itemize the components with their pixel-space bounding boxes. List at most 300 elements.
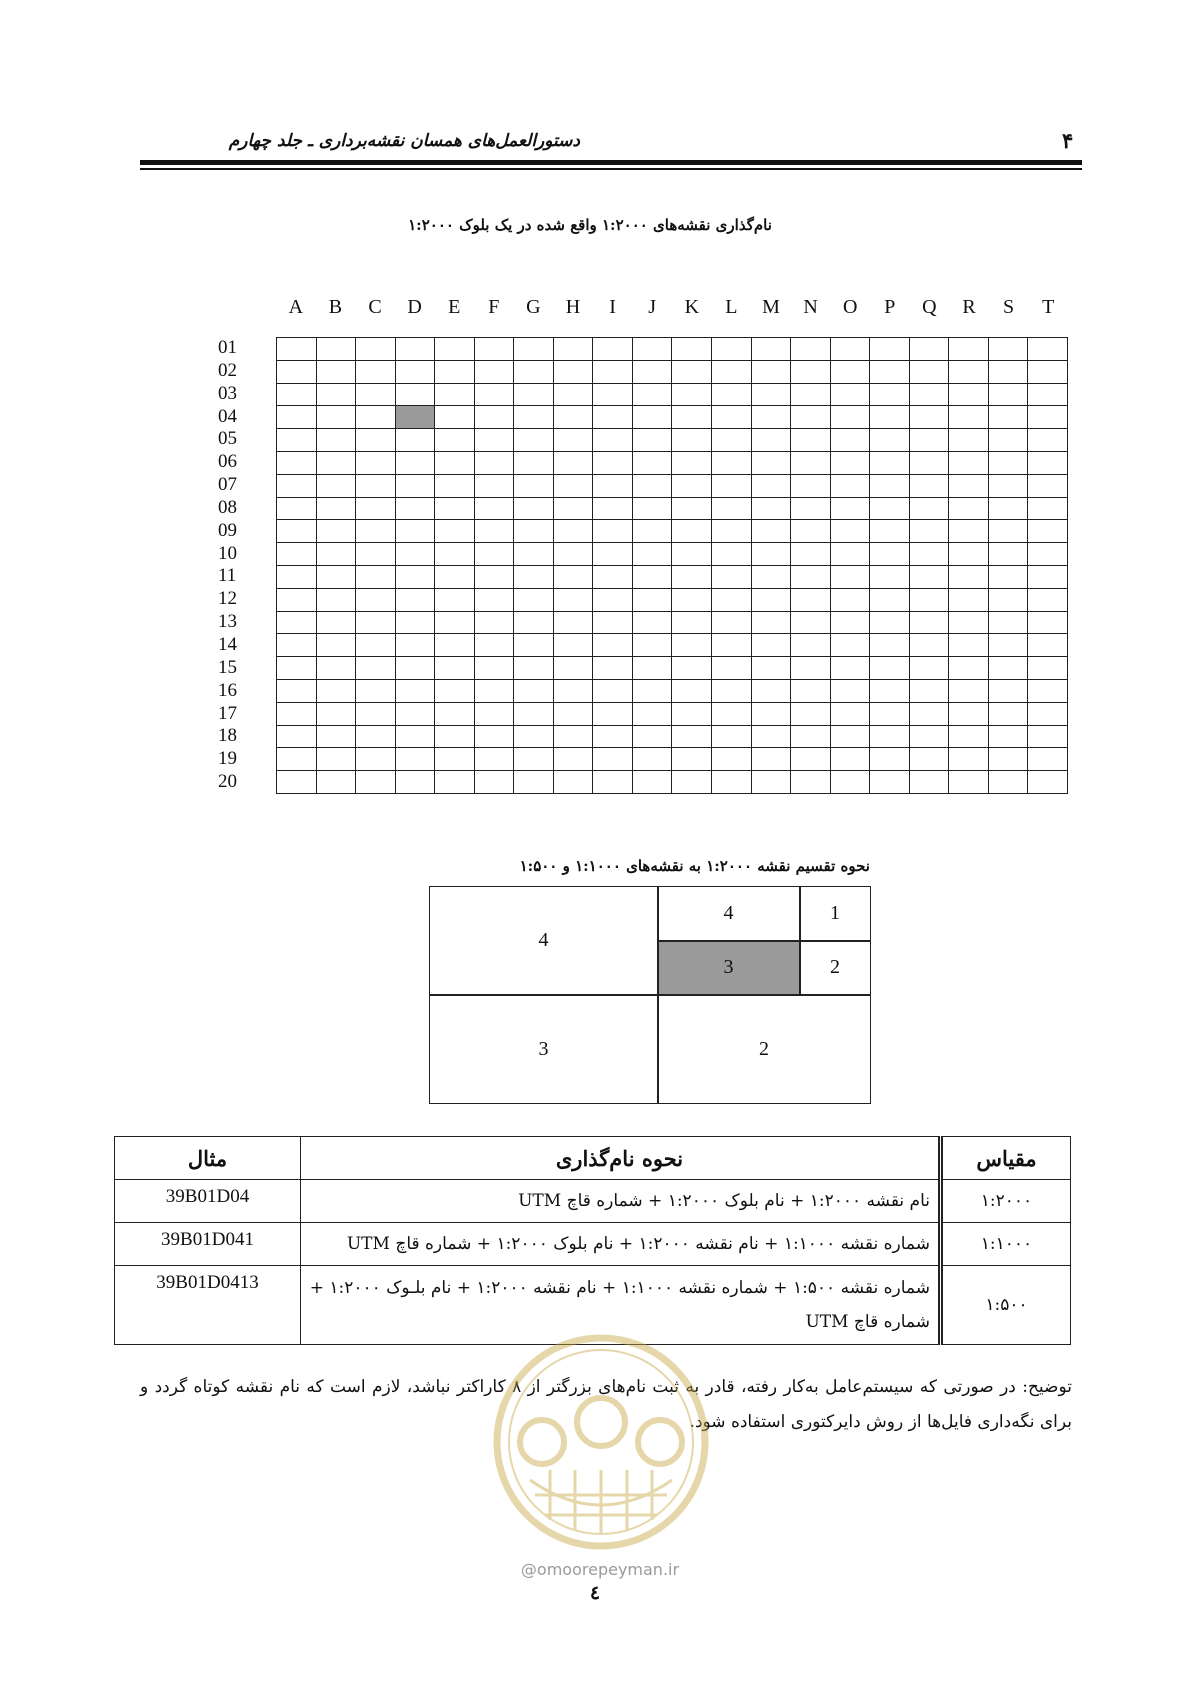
grid-cell bbox=[712, 634, 752, 657]
grid-column-label: D bbox=[407, 296, 422, 318]
grid-column-label: G bbox=[526, 296, 541, 318]
grid-cell bbox=[316, 406, 356, 429]
grid-cell bbox=[435, 520, 475, 543]
grid-cell bbox=[316, 497, 356, 520]
grid-cell bbox=[909, 679, 949, 702]
grid-cell bbox=[632, 474, 672, 497]
grid-cell bbox=[395, 771, 435, 794]
grid-cell bbox=[988, 543, 1028, 566]
grid-cell bbox=[712, 611, 752, 634]
grid-cell bbox=[712, 565, 752, 588]
grid-cell bbox=[909, 565, 949, 588]
grid-cell bbox=[514, 565, 554, 588]
grid-cell bbox=[474, 702, 514, 725]
grid-cell bbox=[988, 565, 1028, 588]
grid-cell bbox=[593, 520, 633, 543]
grid-cell bbox=[909, 520, 949, 543]
grid-cell bbox=[514, 338, 554, 361]
grid-cell bbox=[632, 565, 672, 588]
grid-cell bbox=[553, 565, 593, 588]
grid-cell bbox=[791, 611, 831, 634]
grid-row-label: 17 bbox=[218, 702, 237, 724]
grid-cell bbox=[830, 406, 870, 429]
grid-cell bbox=[395, 725, 435, 748]
page-number-top: ۴ bbox=[1062, 128, 1074, 153]
grid-cell bbox=[277, 679, 317, 702]
grid-column-label: L bbox=[725, 296, 738, 318]
grid-cell bbox=[593, 406, 633, 429]
grid-cell bbox=[988, 338, 1028, 361]
grid-cell bbox=[435, 543, 475, 566]
grid-cell bbox=[751, 634, 791, 657]
grid-cell bbox=[712, 451, 752, 474]
grid-cell bbox=[672, 725, 712, 748]
grid-cell bbox=[870, 702, 910, 725]
grid-cell bbox=[356, 360, 396, 383]
division-cell-big-bottom-right: 2 bbox=[759, 1037, 769, 1060]
grid-cell bbox=[593, 451, 633, 474]
grid-cell bbox=[514, 451, 554, 474]
division-cell-small-top-left: 4 bbox=[723, 902, 734, 924]
grid-cell bbox=[988, 406, 1028, 429]
grid-cell bbox=[870, 725, 910, 748]
grid-cell bbox=[830, 429, 870, 452]
grid-row bbox=[277, 451, 1068, 474]
grid-row bbox=[277, 360, 1068, 383]
grid-row-label: 20 bbox=[218, 771, 237, 793]
grid-cell bbox=[435, 338, 475, 361]
grid-cell bbox=[316, 565, 356, 588]
grid-cell bbox=[672, 338, 712, 361]
grid-cell bbox=[474, 520, 514, 543]
grid-cell bbox=[830, 702, 870, 725]
grid-cell bbox=[909, 360, 949, 383]
grid-cell bbox=[870, 543, 910, 566]
grid-cell bbox=[1028, 725, 1068, 748]
grid-cell bbox=[632, 588, 672, 611]
grid-cell bbox=[909, 611, 949, 634]
grid-cell bbox=[474, 497, 514, 520]
grid-cell bbox=[514, 679, 554, 702]
grid-cell bbox=[553, 474, 593, 497]
grid-row bbox=[277, 634, 1068, 657]
grid-cell bbox=[830, 771, 870, 794]
grid-cell bbox=[553, 771, 593, 794]
grid-cell bbox=[474, 565, 514, 588]
grid-column-label: T bbox=[1042, 296, 1055, 318]
grid-cell bbox=[593, 338, 633, 361]
grid-cell bbox=[1028, 497, 1068, 520]
grid-cell bbox=[949, 748, 989, 771]
grid-column-label: B bbox=[328, 296, 343, 318]
grid-row-label: 06 bbox=[218, 451, 237, 473]
grid-cell bbox=[553, 702, 593, 725]
grid-cell bbox=[870, 360, 910, 383]
grid-column-label: N bbox=[803, 296, 818, 318]
grid-column-label: R bbox=[962, 296, 976, 318]
grid-cell bbox=[356, 565, 396, 588]
grid-cell bbox=[356, 725, 396, 748]
grid-cell bbox=[435, 611, 475, 634]
grid-cell bbox=[1028, 383, 1068, 406]
grid-cell bbox=[751, 497, 791, 520]
grid-cell bbox=[870, 383, 910, 406]
grid-cell bbox=[909, 588, 949, 611]
grid-column-label: Q bbox=[922, 296, 937, 318]
grid-cell bbox=[949, 611, 989, 634]
grid-cell bbox=[672, 679, 712, 702]
grid-cell bbox=[1028, 679, 1068, 702]
grid-cell bbox=[632, 725, 672, 748]
grid-cell bbox=[632, 451, 672, 474]
grid-cell bbox=[632, 520, 672, 543]
grid-cell bbox=[316, 451, 356, 474]
grid-cell bbox=[870, 611, 910, 634]
grid-cell bbox=[988, 702, 1028, 725]
grid-row bbox=[277, 748, 1068, 771]
grid-cell bbox=[712, 520, 752, 543]
grid-cell bbox=[1028, 429, 1068, 452]
grid-cell bbox=[395, 565, 435, 588]
grid-cell bbox=[870, 520, 910, 543]
grid-cell bbox=[830, 497, 870, 520]
grid-cell bbox=[553, 748, 593, 771]
grid-cell bbox=[435, 406, 475, 429]
grid-cell bbox=[988, 383, 1028, 406]
grid-cell bbox=[712, 429, 752, 452]
grid-cell bbox=[712, 474, 752, 497]
grid-cell bbox=[553, 634, 593, 657]
grid-cell bbox=[751, 748, 791, 771]
grid-column-label: A bbox=[288, 296, 304, 318]
grid-cell bbox=[712, 497, 752, 520]
running-title: دستورالعمل‌های همسان نقشه‌برداری ـ جلد چهارم bbox=[228, 131, 580, 151]
grid-cell bbox=[277, 383, 317, 406]
grid-cell bbox=[277, 497, 317, 520]
grid-cell bbox=[356, 611, 396, 634]
grid-cell bbox=[751, 520, 791, 543]
grid-row-label: 05 bbox=[218, 428, 237, 450]
header-example: مثال bbox=[115, 1137, 301, 1180]
grid-cell bbox=[988, 611, 1028, 634]
grid-cell bbox=[909, 383, 949, 406]
grid-column-label: O bbox=[842, 296, 858, 318]
grid-cell bbox=[553, 520, 593, 543]
grid-cell bbox=[474, 406, 514, 429]
grid-cell bbox=[435, 360, 475, 383]
grid-cell bbox=[553, 543, 593, 566]
grid-cell bbox=[356, 657, 396, 680]
grid-cell bbox=[791, 451, 831, 474]
grid-cell bbox=[791, 383, 831, 406]
grid-cell bbox=[474, 588, 514, 611]
grid-column-label: P bbox=[884, 296, 896, 318]
grid-cell bbox=[514, 543, 554, 566]
grid-cell bbox=[277, 748, 317, 771]
grid-cell bbox=[909, 748, 949, 771]
grid-cell bbox=[593, 657, 633, 680]
grid-column-label: S bbox=[1003, 296, 1015, 318]
method-cell: شماره نقشه ۱:۱۰۰۰ + نام نقشه ۱:۲۰۰۰ + نام بلوک ۱:۲۰۰۰ + شماره قاچ UTM bbox=[301, 1223, 941, 1266]
grid-cell bbox=[593, 383, 633, 406]
grid-cell bbox=[751, 565, 791, 588]
grid-cell bbox=[909, 406, 949, 429]
grid-cell bbox=[751, 657, 791, 680]
grid-row bbox=[277, 565, 1068, 588]
grid-cell bbox=[1028, 406, 1068, 429]
grid-cell bbox=[712, 702, 752, 725]
grid-row bbox=[277, 383, 1068, 406]
grid-cell bbox=[1028, 588, 1068, 611]
grid-cell bbox=[316, 611, 356, 634]
grid-cell bbox=[830, 338, 870, 361]
grid-cell bbox=[593, 360, 633, 383]
grid-cell bbox=[949, 702, 989, 725]
grid-cell bbox=[751, 383, 791, 406]
grid-cell bbox=[870, 451, 910, 474]
grid-cell bbox=[553, 429, 593, 452]
grid-cell bbox=[514, 429, 554, 452]
grid-cell bbox=[553, 725, 593, 748]
grid-cell bbox=[474, 634, 514, 657]
grid-cell bbox=[672, 360, 712, 383]
grid-row-label: 04 bbox=[218, 405, 237, 427]
note-text: توضیح: در صورتی که سیستم‌عامل به‌کار رفته، قادر به ثبت نام‌های بزرگتر از ۸ کاراکتر نباشد، لازم است که نام نقشه کوتاه گردد و برای نگه‌داری فایل‌ها از روش دایرکتوری استفاده شود. bbox=[140, 1377, 1072, 1432]
table-row bbox=[115, 1180, 1071, 1223]
grid-cell bbox=[474, 429, 514, 452]
grid-cell bbox=[949, 588, 989, 611]
method-cell: نام نقشه ۱:۲۰۰۰ + نام بلوک ۱:۲۰۰۰ + شماره قاچ UTM bbox=[301, 1180, 941, 1223]
grid-cell bbox=[791, 679, 831, 702]
grid-cell bbox=[316, 543, 356, 566]
header-method: نحوه نام‌گذاری bbox=[301, 1137, 941, 1180]
grid-cell bbox=[356, 383, 396, 406]
grid-cell bbox=[435, 634, 475, 657]
scale-cell: ۱:۵۰۰ bbox=[941, 1266, 1071, 1345]
grid-cell bbox=[1028, 702, 1068, 725]
grid-cell bbox=[949, 657, 989, 680]
grid-cell bbox=[870, 748, 910, 771]
grid-cell bbox=[988, 429, 1028, 452]
grid-cell bbox=[356, 588, 396, 611]
grid-row bbox=[277, 474, 1068, 497]
grid-cell bbox=[632, 406, 672, 429]
grid-cell bbox=[672, 520, 712, 543]
grid-cell bbox=[751, 771, 791, 794]
grid-cell bbox=[751, 702, 791, 725]
grid-cell bbox=[277, 588, 317, 611]
grid-cell bbox=[593, 771, 633, 794]
grid-cell bbox=[395, 338, 435, 361]
grid-column-labels bbox=[276, 296, 1068, 322]
grid-row-label: 09 bbox=[218, 519, 237, 541]
grid-cell bbox=[514, 520, 554, 543]
grid-cell bbox=[672, 383, 712, 406]
header-rule-thick bbox=[140, 160, 1082, 165]
grid-cell bbox=[988, 497, 1028, 520]
grid-cell bbox=[909, 657, 949, 680]
grid-column-label: C bbox=[368, 296, 382, 318]
grid-cell bbox=[435, 748, 475, 771]
grid-cell bbox=[1028, 474, 1068, 497]
grid-cell bbox=[791, 520, 831, 543]
grid-cell bbox=[395, 520, 435, 543]
grid-cell bbox=[949, 634, 989, 657]
grid-cell bbox=[356, 679, 396, 702]
grid-cell bbox=[791, 725, 831, 748]
grid-cell bbox=[277, 338, 317, 361]
grid-cell bbox=[949, 383, 989, 406]
grid-cell bbox=[791, 543, 831, 566]
grid-row-label: 07 bbox=[218, 474, 237, 496]
grid-cell bbox=[553, 451, 593, 474]
grid-row-label: 18 bbox=[218, 725, 237, 747]
grid-cell bbox=[751, 429, 791, 452]
grid-cell bbox=[553, 611, 593, 634]
grid-cell bbox=[672, 611, 712, 634]
table-row bbox=[115, 1223, 1071, 1266]
grid-row bbox=[277, 771, 1068, 794]
grid-cell bbox=[632, 679, 672, 702]
grid-cell bbox=[988, 634, 1028, 657]
grid-cell bbox=[356, 451, 396, 474]
grid-row bbox=[277, 588, 1068, 611]
grid-cell bbox=[751, 725, 791, 748]
grid-cell bbox=[949, 543, 989, 566]
grid-cell bbox=[553, 657, 593, 680]
grid-row bbox=[277, 406, 1068, 429]
grid-cell bbox=[474, 611, 514, 634]
grid-cell bbox=[949, 406, 989, 429]
grid-cell bbox=[791, 497, 831, 520]
grid-cell bbox=[395, 611, 435, 634]
grid-cell bbox=[751, 588, 791, 611]
grid-cell bbox=[1028, 657, 1068, 680]
grid-cell bbox=[1028, 451, 1068, 474]
grid-row bbox=[277, 497, 1068, 520]
grid-cell bbox=[514, 383, 554, 406]
grid-column-label: F bbox=[488, 296, 500, 318]
grid-cell bbox=[712, 406, 752, 429]
grid-cell bbox=[553, 679, 593, 702]
grid-cell bbox=[909, 634, 949, 657]
grid-cell bbox=[791, 360, 831, 383]
grid-cell bbox=[830, 451, 870, 474]
grid-cell bbox=[712, 383, 752, 406]
grid-row bbox=[277, 657, 1068, 680]
grid-cell bbox=[672, 474, 712, 497]
grid-cell bbox=[356, 338, 396, 361]
grid-cell bbox=[791, 771, 831, 794]
grid-cell bbox=[316, 657, 356, 680]
grid-cell bbox=[277, 702, 317, 725]
grid-cell bbox=[672, 565, 712, 588]
grid-cell bbox=[672, 748, 712, 771]
grid-cell bbox=[949, 451, 989, 474]
grid-cell bbox=[277, 725, 317, 748]
example-cell: 39B01D04 bbox=[115, 1180, 301, 1223]
grid-cell bbox=[1028, 771, 1068, 794]
grid-cell bbox=[356, 406, 396, 429]
grid-cell bbox=[988, 451, 1028, 474]
grid-cell bbox=[514, 588, 554, 611]
grid-cell bbox=[356, 497, 396, 520]
grid-column-label: E bbox=[448, 296, 461, 318]
grid-column-label: M bbox=[762, 296, 780, 318]
grid-cell bbox=[830, 520, 870, 543]
grid-cell bbox=[791, 702, 831, 725]
grid-cell bbox=[435, 474, 475, 497]
grid-cell bbox=[395, 679, 435, 702]
grid-cell bbox=[712, 725, 752, 748]
grid-cell bbox=[395, 748, 435, 771]
naming-table bbox=[114, 1136, 1070, 1345]
grid-cell bbox=[672, 634, 712, 657]
grid-cell bbox=[277, 360, 317, 383]
grid-cell bbox=[830, 383, 870, 406]
grid-cell bbox=[751, 679, 791, 702]
grid-cell bbox=[870, 497, 910, 520]
grid-row-label: 03 bbox=[218, 382, 237, 404]
grid-cell bbox=[949, 725, 989, 748]
grid-cell bbox=[988, 748, 1028, 771]
grid-column-label: I bbox=[609, 296, 616, 318]
grid-cell bbox=[553, 383, 593, 406]
grid-cell bbox=[593, 702, 633, 725]
grid-cell bbox=[593, 474, 633, 497]
grid-cell bbox=[751, 474, 791, 497]
grid-row bbox=[277, 725, 1068, 748]
grid-cell bbox=[988, 771, 1028, 794]
grid-cell bbox=[988, 474, 1028, 497]
grid-cell bbox=[870, 588, 910, 611]
division-title: نحوه تقسیم نقشه ۱:۲۰۰۰ به نقشه‌های ۱:۱۰۰۰ و ۱:۵۰۰ bbox=[519, 857, 870, 875]
grid-column-label: H bbox=[565, 296, 581, 318]
division-diagram bbox=[429, 886, 871, 1104]
grid-cell bbox=[395, 634, 435, 657]
grid-cell bbox=[435, 702, 475, 725]
grid-cell bbox=[632, 338, 672, 361]
grid-cell bbox=[514, 702, 554, 725]
grid-cell bbox=[949, 360, 989, 383]
grid-row bbox=[277, 611, 1068, 634]
grid-cell bbox=[593, 611, 633, 634]
grid-cell bbox=[1028, 338, 1068, 361]
grid-cell bbox=[593, 497, 633, 520]
grid-cell bbox=[593, 588, 633, 611]
grid-cell bbox=[514, 474, 554, 497]
grid-cell bbox=[474, 657, 514, 680]
division-cell-small-bottom-left: 3 bbox=[723, 956, 734, 978]
grid-cell bbox=[791, 406, 831, 429]
grid-cell bbox=[316, 429, 356, 452]
grid-cell bbox=[672, 429, 712, 452]
block-grid bbox=[276, 337, 1068, 794]
grid-cell bbox=[395, 360, 435, 383]
grid-cell bbox=[553, 360, 593, 383]
grid-cell bbox=[435, 657, 475, 680]
grid-cell bbox=[791, 634, 831, 657]
grid-cell bbox=[593, 429, 633, 452]
grid-row-label: 12 bbox=[218, 588, 237, 610]
header-rule-thin bbox=[140, 168, 1082, 170]
grid-cell bbox=[553, 338, 593, 361]
grid-cell bbox=[751, 338, 791, 361]
grid-cell bbox=[672, 543, 712, 566]
grid-cell bbox=[316, 338, 356, 361]
grid-cell bbox=[395, 383, 435, 406]
block-grid-table bbox=[276, 337, 1068, 794]
